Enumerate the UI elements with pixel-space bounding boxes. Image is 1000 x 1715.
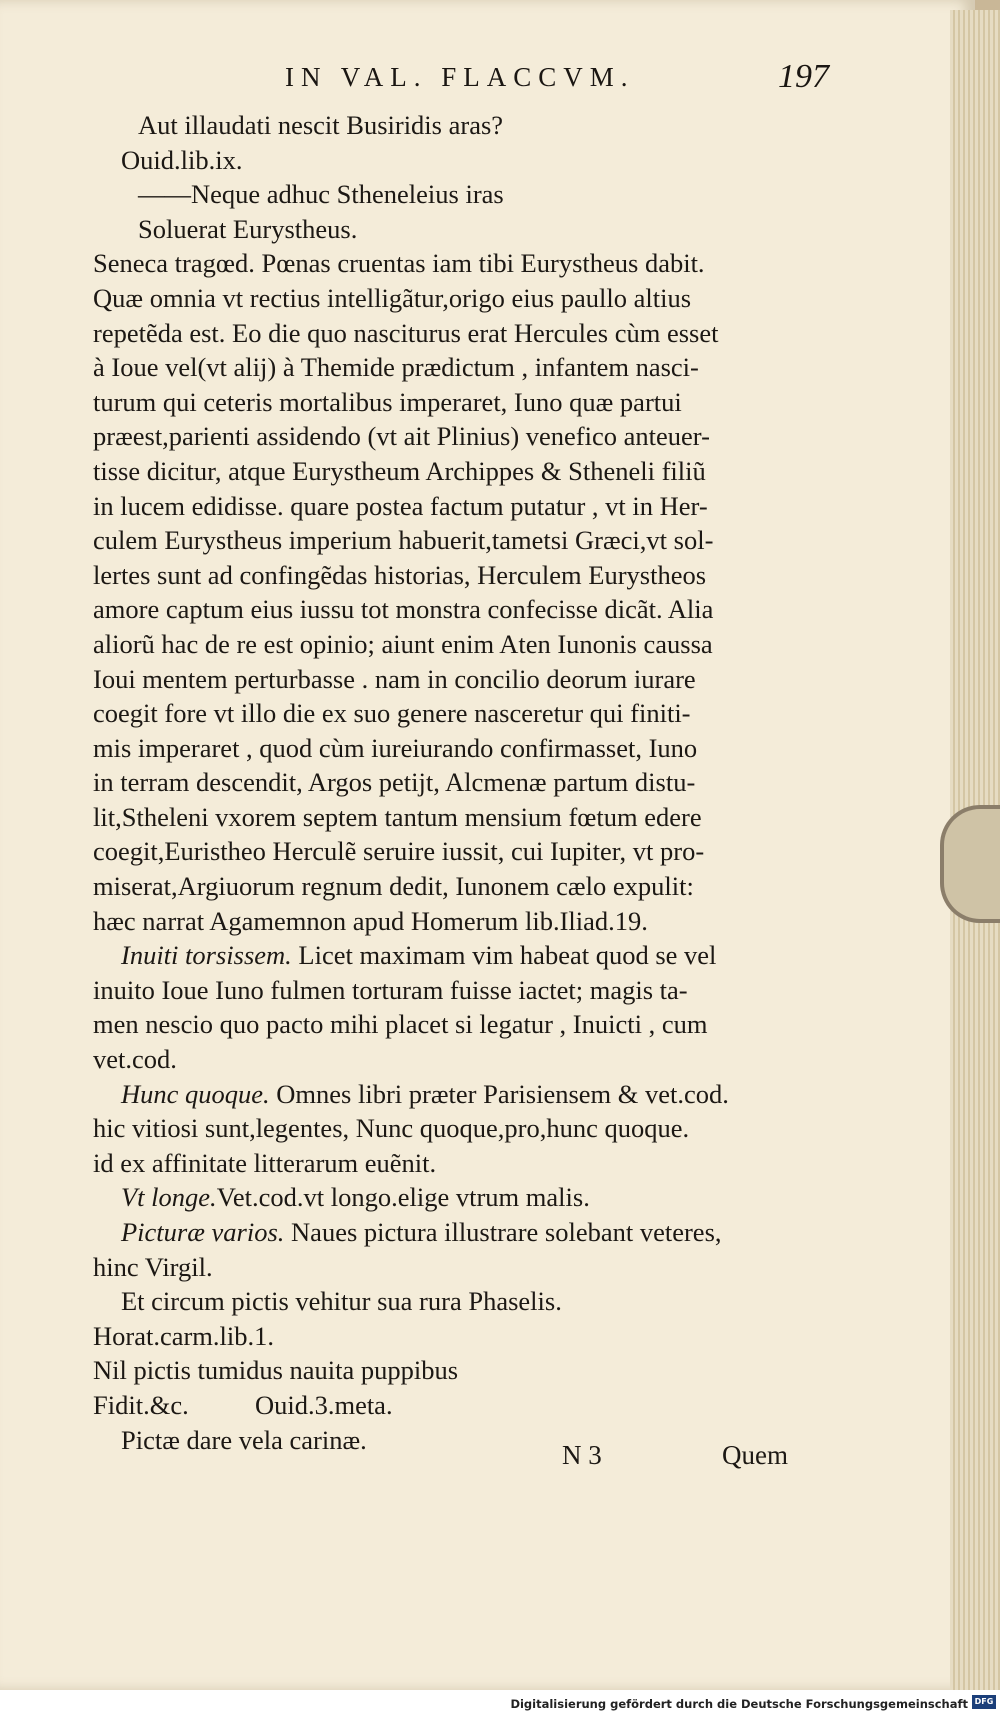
line-text: in lucem edidisse. quare postea factum putatur , vt in Her- [93,490,708,521]
text-line [93,765,858,800]
line-text: coegit,Euristheo Herculẽ seruire iussit, cui Iupiter, vt pro- [93,836,705,867]
line-text: lit,Stheleni vxorem septem tantum mensium fœtum edere [93,801,702,832]
line-text: Pictæ dare vela carinæ. [121,1424,367,1455]
line-text: culem Eurystheus imperium habuerit,tametsi Græci,vt sol- [93,525,714,556]
line-text: Quæ omnia vt rectius intelligãtur,origo eius paullo altius [93,282,692,313]
line-text: men nescio quo pacto mihi placet si legatur , Inuicti , cum [93,1009,708,1040]
line-text: Nil pictis tumidus nauita puppibus [93,1355,459,1386]
text-line [93,108,858,143]
text-line [93,350,858,385]
text-line [93,731,858,766]
line-text: Et circum pictis vehitur sua rura Phaselis. [121,1286,562,1317]
text-line [93,1042,858,1077]
text-line [93,1353,858,1388]
text-line [93,696,858,731]
lemma: Hunc quoque. [121,1078,270,1109]
line-text: à Ioue vel(vt alij) à Themide prædictum , infantem nasci- [93,352,699,383]
line-text: ——Neque adhuc Stheneleius iras [138,179,504,210]
text-line [93,385,858,420]
text-line [93,1146,858,1181]
line-text: inuito Ioue Iuno fulmen torturam fuisse iactet; magis ta- [93,974,688,1005]
line-text: in terram descendit, Argos petijt, Alcmenæ partum distu- [93,767,696,798]
text-line [93,1007,858,1042]
line-text: turum qui ceteris mortalibus imperaret, Iuno quæ partui [93,386,682,417]
text-line [93,1319,858,1354]
line-text: hinc Virgil. [93,1251,213,1282]
text-line [93,281,858,316]
text-line [93,1215,858,1250]
text-line [93,938,858,973]
lemma: Picturæ varios. [121,1217,285,1247]
text-line [93,523,858,558]
text-line [93,1250,858,1285]
lemma: Vt longe. [121,1182,217,1213]
line-text: Seneca tragœd. Pœnas cruentas iam tibi Eurystheus dabit. [93,248,705,279]
line-text: mis imperaret , quod cùm iureiurando confirmasset, Iuno [93,732,698,763]
line-text: Horat.carm.lib.1. [93,1320,275,1351]
line-text: tisse dicitur, atque Eurystheum Archippes & Stheneli filiũ [93,455,706,486]
line-text: hic vitiosi sunt,legentes, Nunc quoque,pro,hunc quoque. [93,1113,690,1144]
line-text: Ioui mentem perturbasse . nam in concilio deorum iurare [93,663,696,694]
line-text: repetẽda est. Eo die quo nasciturus erat Hercules cùm esset [93,317,719,348]
text-line [93,489,858,524]
page-clip [940,805,1000,923]
line-text: coegit fore vt illo die ex suo genere nasceretur qui finiti- [93,698,691,729]
text-line [93,662,858,697]
text-line [93,177,858,212]
text-line [93,1284,858,1319]
signature-mark: N 3 [562,1440,602,1470]
line-text: Aut illaudati nescit Busiridis aras? [138,110,504,140]
line-text: Ouid.lib.ix. [121,144,243,175]
line-text: miserat,Argiuorum regnum dedit, Iunonem cælo expulit: [93,871,694,902]
catchword: Quem [722,1440,788,1470]
text-line [93,454,858,489]
text-line [93,143,858,178]
page-number: 197 [778,58,829,95]
text-line [93,316,858,351]
line-text: Vet.cod.vt longo.elige vtrum malis. [216,1182,590,1213]
line-text: lertes sunt ad confingẽdas historias, Herculem Eurystheos [93,559,707,590]
text-line [93,212,858,247]
line-text: Licet maximam vim habeat quod se vel [291,940,717,971]
text-line [93,904,858,939]
body-text [93,108,858,1457]
line-text: vet.cod. [93,1044,177,1075]
text-line [93,1180,858,1215]
text-line [93,558,858,593]
funding-credit: Digitalisierung gefördert durch die Deutsche Forschungsgemeinschaft [510,1697,968,1711]
line-text: Naues pictura illustrare solebant veteres, [284,1217,722,1247]
dfg-logo: DFG [972,1695,996,1709]
line-text: Soluerat Eurystheus. [138,213,358,244]
line-text: hæc narrat Agamemnon apud Homerum lib.Iliad.19. [93,905,648,936]
text-line [93,869,858,904]
line-text: Fidit.&c. Ouid.3.meta. [93,1389,393,1420]
text-line [93,1388,858,1423]
line-text: id ex affinitate litterarum euẽnit. [93,1147,437,1178]
text-line [93,1111,858,1146]
line-text: Omnes libri præter Parisiensem & vet.cod. [269,1078,729,1109]
line-text: aliorũ hac de re est opinio; aiunt enim Aten Iunonis caussa [93,628,713,659]
text-line [93,1077,858,1112]
line-text: præest,parienti assidendo (vt ait Plinius) venefico anteuer- [93,421,710,452]
text-line [93,419,858,454]
running-title: IN VAL. FLACCVM. [285,62,635,92]
text-line [93,800,858,835]
text-line [93,592,858,627]
text-line [93,834,858,869]
lemma: Inuiti torsissem. [121,940,292,971]
text-line [93,246,858,281]
text-line [93,973,858,1008]
line-text: amore captum eius iussu tot monstra confecisse dicãt. Alia [93,594,714,625]
text-line [93,627,858,662]
